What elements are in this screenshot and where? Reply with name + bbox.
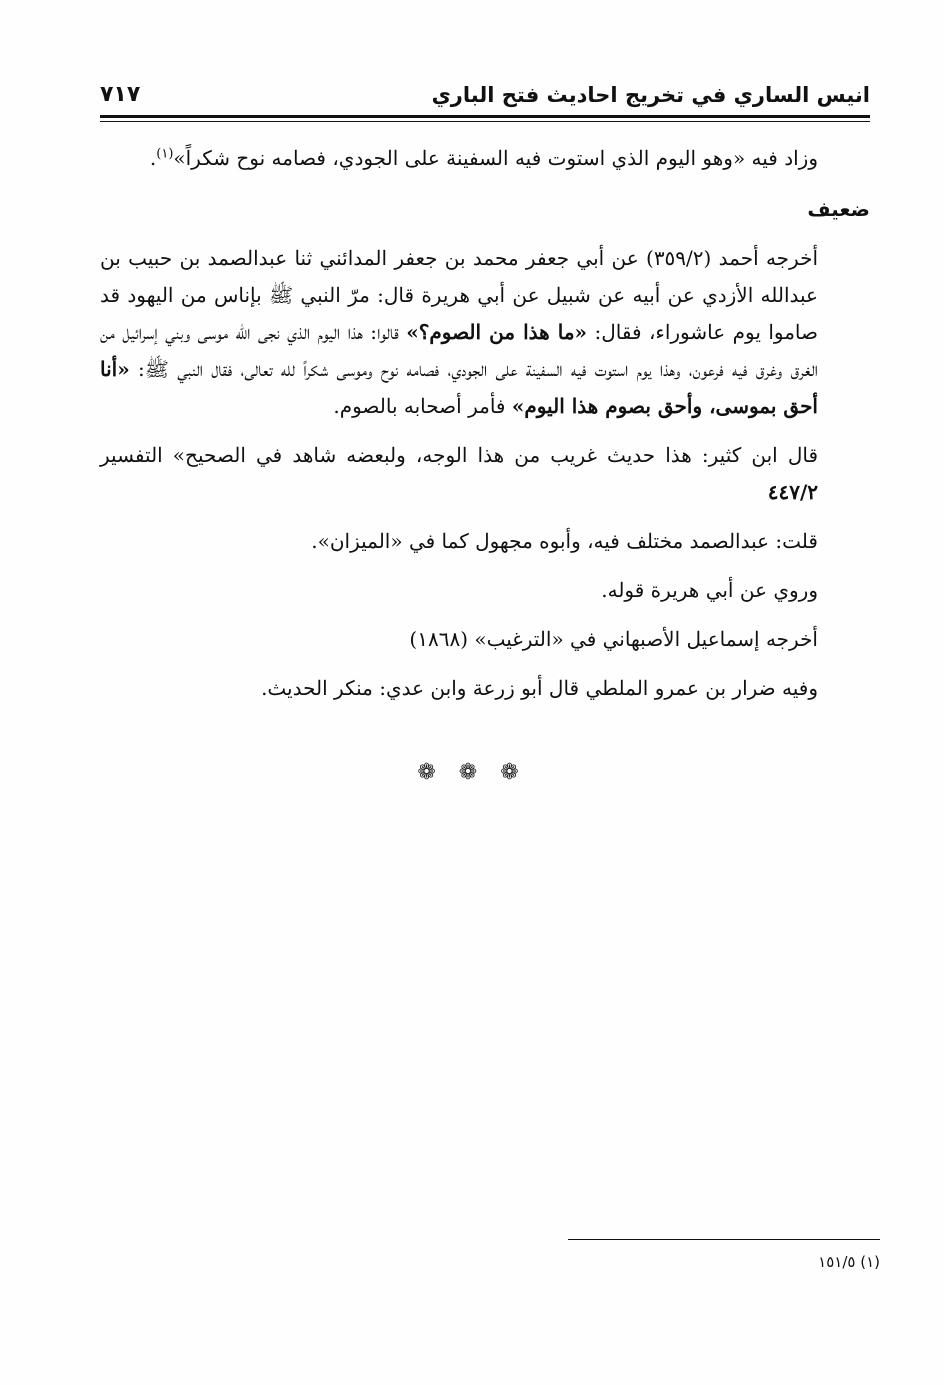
takhrij-paragraph	[100, 240, 870, 425]
isbahani-paragraph: أخرجه إسماعيل الأصبهاني في «الترغيب» (١٨٦٨)	[409, 627, 818, 651]
page-header	[100, 80, 870, 116]
page-number: ٧١٧	[100, 82, 141, 107]
hadith-quote-2: «أنا أحق بموسى، وأحق بصوم هذا اليوم»	[100, 357, 818, 418]
ibn-kathir-text: قال ابن كثير: هذا حديث غريب من هذا الوجه، ولبعضه شاهد في الصحيح» التفسير	[100, 443, 818, 467]
ibn-kathir-paragraph	[100, 437, 870, 511]
footnote-text: ١٥١/٥	[818, 1253, 856, 1271]
main-text	[100, 140, 870, 707]
addition-paragraph	[100, 140, 870, 177]
footnote-rule	[568, 1239, 880, 1240]
qultu-paragraph: قلت: عبدالصمد مختلف فيه، وأبوه مجهول كما في «الميزان».	[311, 529, 818, 553]
addition-text: وزاد فيه «وهو اليوم الذي استوت فيه السفينة على الجودي، فصامه نوح شكراً»	[173, 146, 818, 170]
hadith-quote-1: «ما هذا من الصوم؟»	[406, 320, 588, 344]
running-title: انيس الساري في تخريج احاديث فتح الباري	[431, 83, 870, 107]
takhrij-text-2: قالوا: هذا اليوم الذي نجى الله موسى وبني إسرائيل من الغرق وغرق فيه فرعون، وهذا يوم استوت فيه السفينة على الجودي، فصامه نوح وموسى شكراً لله تعالى، فقال النبي ﷺ:	[100, 320, 818, 381]
dirar-paragraph: وفيه ضرار بن عمرو الملطي قال أبو زرعة وابن عدي: منكر الحديث.	[261, 676, 818, 700]
takhrij-text-3: فأمر أصحابه بالصوم.	[333, 394, 512, 418]
header-rule-thin	[100, 121, 870, 122]
footnote-number: (١)	[860, 1253, 880, 1271]
header-rule-thick	[100, 115, 870, 118]
takhrij-text-1: أخرجه أحمد (٣٥٩/٢) عن أبي جعفر محمد بن جعفر المدائني ثنا عبدالصمد بن حبيب بن عبدالله الأزدي عن أبيه عن شبيل عن أبي هريرة قال: مرّ النبي ﷺ بإناس من اليهود قد صاموا يوم عاشوراء، فقال:	[100, 246, 819, 344]
footnote-marker: (١)	[156, 146, 174, 162]
addition-end: .	[149, 146, 157, 170]
ruwiya-paragraph: وروي عن أبي هريرة قوله.	[601, 578, 818, 602]
ibn-kathir-reference: ٤٤٧/٢	[767, 480, 818, 504]
section-ornament: ❁ ❁ ❁	[417, 760, 527, 785]
verdict-heading: ضعيف	[807, 197, 870, 221]
footnote	[818, 1250, 880, 1274]
